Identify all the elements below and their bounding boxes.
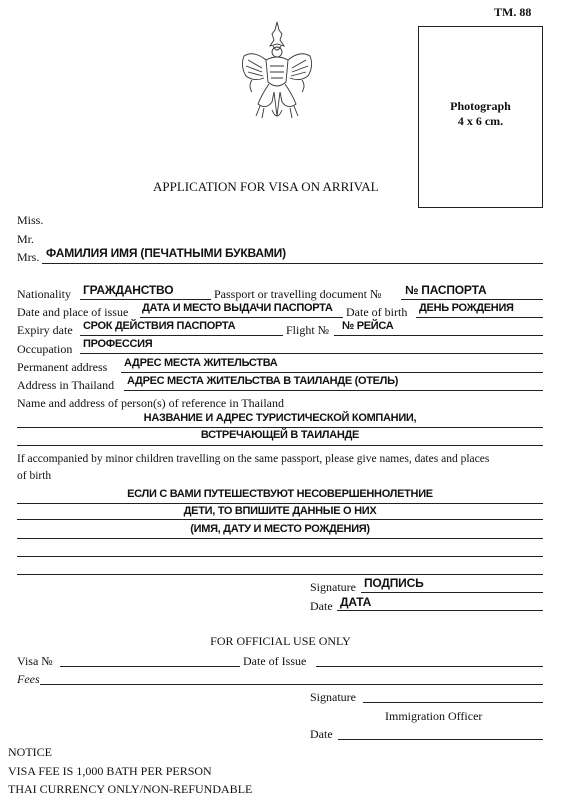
- children-underline-5: [17, 574, 543, 575]
- thailand-address-underline: [124, 390, 543, 391]
- official-signature-label: Signature: [310, 690, 356, 704]
- reference-value-line1[interactable]: НАЗВАНИЕ И АДРЕС ТУРИСТИЧЕСКОЙ КОМПАНИИ,: [143, 412, 417, 424]
- permanent-address-value[interactable]: АДРЕС МЕСТА ЖИТЕЛЬСТВА: [124, 357, 278, 369]
- reference-underline-2: [17, 445, 543, 446]
- children-underline-4: [17, 556, 543, 557]
- immigration-officer-label: Immigration Officer: [385, 709, 483, 723]
- notice-line1: VISA FEE IS 1,000 BATH PER PERSON: [8, 764, 212, 778]
- permanent-address-underline: [121, 372, 543, 373]
- children-label-line1: If accompanied by minor children travelling on the same passport, please give names, dates and places: [17, 453, 490, 465]
- notice-heading: NOTICE: [8, 745, 52, 759]
- title-mr: Mr.: [17, 232, 35, 246]
- form-code: TM. 88: [494, 5, 532, 19]
- expiry-value[interactable]: СРОК ДЕЙСТВИЯ ПАСПОРТА: [83, 320, 236, 332]
- dob-underline: [416, 317, 543, 318]
- title-miss: Miss.: [17, 213, 44, 227]
- passport-value[interactable]: № ПАСПОРТА: [405, 283, 487, 297]
- photo-label: Photograph: [450, 99, 511, 113]
- nationality-label: Nationality: [17, 287, 71, 301]
- dob-label: Date of birth: [346, 305, 408, 319]
- thailand-address-label: Address in Thailand: [17, 378, 115, 392]
- photo-box: [418, 26, 543, 208]
- permanent-address-label: Permanent address: [17, 360, 108, 374]
- title-mrs: Mrs.: [17, 250, 40, 264]
- occupation-value[interactable]: ПРОФЕССИЯ: [83, 338, 153, 350]
- children-underline-3: [17, 538, 543, 539]
- dob-value[interactable]: ДЕНЬ РОЖДЕНИЯ: [419, 302, 514, 314]
- date-value[interactable]: ДАТА: [340, 595, 372, 609]
- children-underline-2: [17, 519, 543, 520]
- children-value-line3[interactable]: (ИМЯ, ДАТУ И МЕСТО РОЖДЕНИЯ): [190, 523, 370, 535]
- official-heading: FOR OFFICIAL USE ONLY: [210, 634, 351, 648]
- fees-field[interactable]: [40, 684, 543, 685]
- occupation-underline: [80, 353, 543, 354]
- expiry-label: Expiry date: [17, 323, 73, 337]
- flight-underline: [334, 335, 543, 336]
- flight-label: Flight №: [286, 323, 330, 337]
- children-value-line2[interactable]: ДЕТИ, ТО ВПИШИТЕ ДАННЫЕ О НИХ: [183, 505, 377, 517]
- children-underline-1: [17, 503, 543, 504]
- issue-label: Date and place of issue: [17, 305, 129, 319]
- expiry-underline: [80, 335, 283, 336]
- name-underline: [42, 263, 543, 264]
- fees-label: Fees: [17, 672, 40, 686]
- passport-underline: [401, 299, 543, 300]
- reference-label: Name and address of person(s) of reference in Thailand: [17, 396, 284, 410]
- official-date-label: Date: [310, 727, 333, 741]
- form-title: APPLICATION FOR VISA ON ARRIVAL: [153, 179, 379, 194]
- issue-underline: [140, 317, 343, 318]
- date-of-issue-field[interactable]: [316, 666, 543, 667]
- date-of-issue-label: Date of Issue: [243, 654, 307, 668]
- signature-label: Signature: [310, 580, 356, 594]
- garuda-emblem-icon: [236, 20, 318, 124]
- official-date-field[interactable]: [338, 739, 543, 740]
- date-label: Date: [310, 599, 333, 613]
- name-value[interactable]: ФАМИЛИЯ ИМЯ (ПЕЧАТНЫМИ БУКВАМИ): [46, 246, 286, 260]
- signature-underline: [361, 592, 543, 593]
- passport-label: Passport or travelling document №: [214, 287, 382, 301]
- children-label-line2: of birth: [17, 470, 52, 482]
- notice-line2: THAI CURRENCY ONLY/NON-REFUNDABLE: [8, 782, 253, 796]
- official-signature-field[interactable]: [363, 702, 543, 703]
- nationality-value[interactable]: ГРАЖДАНСТВО: [83, 283, 174, 297]
- visa-number-label: Visa №: [17, 654, 53, 668]
- occupation-label: Occupation: [17, 342, 73, 356]
- photo-size-label: 4 x 6 cm.: [457, 114, 504, 128]
- signature-value[interactable]: ПОДПИСЬ: [364, 576, 424, 590]
- date-underline: [337, 610, 543, 611]
- reference-underline-1: [17, 427, 543, 428]
- children-value-line1[interactable]: ЕСЛИ С ВАМИ ПУТЕШЕСТВУЮТ НЕСОВЕРШЕННОЛЕТНИЕ: [127, 488, 433, 500]
- issue-value[interactable]: ДАТА И МЕСТО ВЫДАЧИ ПАСПОРТА: [142, 302, 333, 314]
- reference-value-line2[interactable]: ВСТРЕЧАЮЩЕЙ В ТАИЛАНДЕ: [200, 429, 360, 441]
- nationality-underline: [80, 299, 211, 300]
- thailand-address-value[interactable]: АДРЕС МЕСТА ЖИТЕЛЬСТВА В ТАИЛАНДЕ (ОТЕЛЬ): [127, 375, 399, 387]
- flight-value[interactable]: № РЕЙСА: [342, 320, 394, 332]
- visa-number-field[interactable]: [60, 666, 240, 667]
